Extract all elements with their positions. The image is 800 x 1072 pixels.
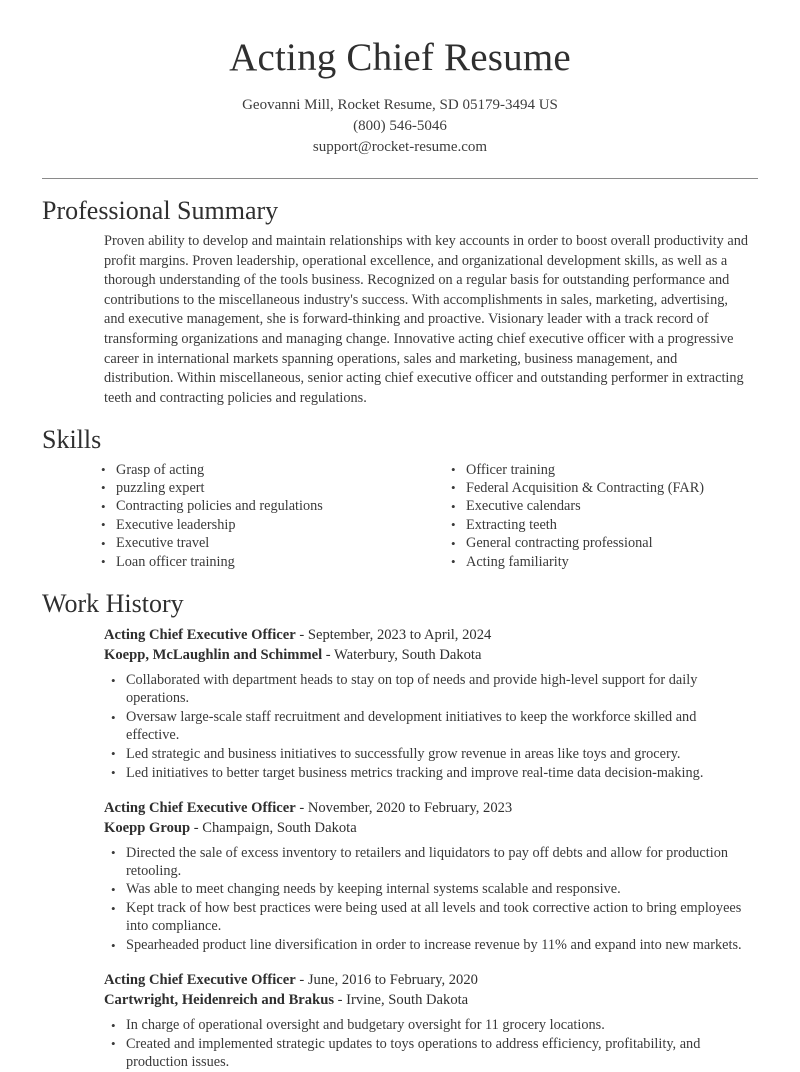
list-item: • Spearheaded product line diversification in order to increase revenue by 11% and expand into new markets. — [104, 937, 758, 955]
job-dates: - September, 2023 to April, 2024 — [295, 627, 492, 644]
list-item: • Executive calendars — [444, 498, 758, 516]
contact-address: Geovanni Mill, Rocket Resume, SD 05179-3494 US — [242, 96, 558, 113]
section-work-history — [42, 588, 758, 1072]
list-item: • Directed the sale of excess inventory to retailers and liquidators to pay off debts and allow for production retooling. — [104, 845, 758, 881]
job-bullet-list — [104, 672, 758, 782]
job-entry — [104, 970, 758, 1072]
skills-column-left — [94, 462, 426, 572]
job-company: Cartwright, Heidenreich and Brakus — [104, 992, 334, 1009]
job-bullet-list — [104, 845, 758, 955]
job-title: Acting Chief Executive Officer — [104, 799, 296, 816]
section-heading-work-history: Work History — [42, 589, 184, 618]
job-title-line — [104, 798, 758, 818]
job-title: Acting Chief Executive Officer — [104, 972, 296, 989]
list-item: • Federal Acquisition & Contracting (FAR) — [444, 480, 758, 498]
list-item: • Grasp of acting — [94, 462, 426, 480]
section-heading-summary: Professional Summary — [42, 195, 279, 225]
contact-block — [42, 95, 758, 158]
list-item: • Officer training — [444, 462, 758, 480]
list-item: • Acting familiarity — [444, 554, 758, 572]
job-title-line — [104, 970, 758, 990]
job-bullet-list — [104, 1017, 758, 1072]
list-item: • Executive leadership — [94, 517, 426, 535]
job-list — [42, 625, 758, 1072]
list-item: • Loan officer training — [94, 554, 426, 572]
list-item: • Contracting policies and regulations — [94, 498, 426, 516]
job-location: - Waterbury, South Dakota — [322, 647, 482, 664]
job-title: Acting Chief Executive Officer — [104, 627, 296, 644]
contact-email: support@rocket-resume.com — [312, 138, 488, 155]
contact-phone: (800) 546-5046 — [353, 117, 447, 134]
skills-column-right — [426, 462, 758, 572]
job-entry — [104, 625, 758, 782]
section-heading-skills: Skills — [42, 425, 102, 455]
list-item: • Collaborated with department heads to stay on top of needs and provide high-level support for daily operations. — [104, 672, 758, 708]
list-item: • Kept track of how best practices were being used at all levels and took corrective action to bring employees into compliance. — [104, 900, 758, 936]
summary-body — [42, 232, 758, 408]
skills-list-left — [94, 462, 426, 572]
skills-columns — [42, 462, 758, 572]
job-location: - Irvine, South Dakota — [334, 992, 469, 1009]
job-dates: - November, 2020 to February, 2023 — [295, 799, 513, 816]
page-title: Acting Chief Resume — [229, 36, 571, 79]
job-company: Koepp Group — [104, 819, 191, 836]
list-item: • Led strategic and business initiatives to successfully grow revenue in areas like toys and grocery. — [104, 746, 758, 764]
list-item: • In charge of operational oversight and budgetary oversight for 11 grocery locations. — [104, 1017, 758, 1035]
header-divider — [42, 178, 758, 179]
skills-list-right — [444, 462, 758, 572]
job-company-line — [104, 645, 758, 665]
list-item: • Oversaw large-scale staff recruitment and development initiatives to keep the workforce skilled and effective. — [104, 709, 758, 745]
list-item: • General contracting professional — [444, 535, 758, 553]
list-item: • Created and implemented strategic updates to toys operations to address efficiency, profitability, and production issues. — [104, 1036, 758, 1072]
summary-text: Proven ability to develop and maintain relationships with key accounts in order to boost overall productivity and profit margins. Proven leadership, operational excellence, and organizational development skills, as well as a thorough understanding of the tools business. Recognized on a regular basis for outstanding performance and contributions to the miscellaneous industry's success. With accomplishments in sales, marketing, advertising, and executive management, she is forward-thinking and proactive. Visionary leader with a track record of transforming organizations and managing change. Innovative acting chief executive officer with a progressive career in international markets spanning operations, sales and marketing, business management, and distribution. Within miscellaneous, senior acting chief executive officer and outstanding performer in extracting teeth and contracting policies and regulations. — [104, 233, 749, 406]
list-item: • Led initiatives to better target business metrics tracking and improve real-time data decision-making. — [104, 765, 758, 783]
job-dates: - June, 2016 to February, 2020 — [295, 972, 478, 989]
job-entry — [104, 798, 758, 955]
job-title-line — [104, 625, 758, 645]
list-item: • Was able to meet changing needs by keeping internal systems scalable and responsive. — [104, 881, 758, 899]
list-item: • Executive travel — [94, 535, 426, 553]
list-item: • puzzling expert — [94, 480, 426, 498]
list-item: • Extracting teeth — [444, 517, 758, 535]
job-location: - Champaign, South Dakota — [190, 819, 357, 836]
job-company: Koepp, McLaughlin and Schimmel — [104, 647, 323, 664]
job-company-line — [104, 990, 758, 1010]
section-professional-summary — [42, 195, 758, 409]
job-company-line — [104, 818, 758, 838]
section-skills — [42, 424, 758, 572]
